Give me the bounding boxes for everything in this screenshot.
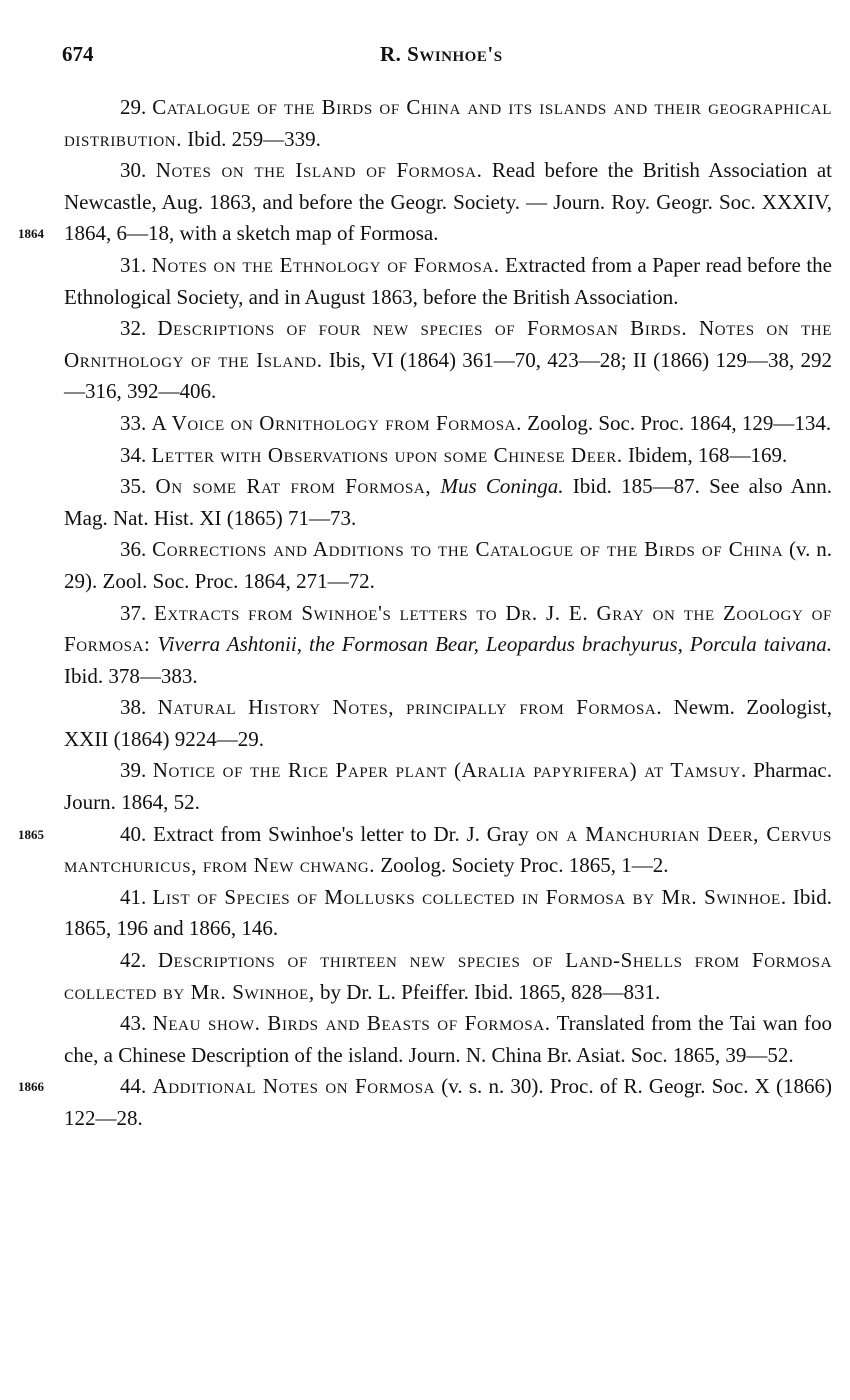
entry-citation: Ibidem, 168—169. [622,442,788,467]
entry-citation: Pharmac. Journ. 1864, 52. [64,758,832,815]
running-title: R. Swinhoe's [380,42,503,66]
entry-title: Catalogue of the Birds of China and its islands and their geographical distribution. [64,95,832,151]
list-item: 42. Descriptions of thirteen new species of Land-Shells from Formosa collected by Mr. Swinhoe, by Dr. L. Pfeiffer. Ibid. 1865, 828—831. [64,948,833,1004]
margin-year: 1865 [18,826,44,842]
entry-citation: Ibid. 185—87. See also Ann. Mag. Nat. Hist. XI (1865) 71—73. [64,474,833,530]
entry-citation: Zoolog. Society Proc. 1865, 1—2. [375,853,669,878]
entry-title: On some Rat from Formosa, [155,474,432,499]
list-item: 36. Corrections and Additions to the Catalogue of the Birds of China (v. n. 29). Zool. Soc. Proc. 1864, 271—72. [64,537,832,593]
list-item: 38. Natural History Notes, principally from Formosa. Newm. Zoologist, XXII (1864) 9224—29. [64,695,832,751]
entry-citation: Translated from the Tai wan foo che, a Chinese Description of the island. Journ. N. China Br. Asiat. Soc. 1865, 39—52. [64,1011,832,1067]
list-item: 32. Descriptions of four new species of Formosan Birds. Notes on the Ornithology of the Island. Ibis, VI (1864) 361—70, 423—28; II (1866) 129—38, 292—316, 392—406. [64,316,833,404]
list-item: 35. On some Rat from Formosa, Mus Coninga. Ibid. 185—87. See also Ann. Mag. Nat. Hist. XI (1865) 71—73. [64,474,833,530]
entry-title: Descriptions of thirteen new species of Land-Shells from Formosa collected by Mr. Swinhoe, [64,948,833,1004]
entry-citation: Ibis, VI (1864) 361—70, 423—28; II (1866) 129—38, 292—316, 392—406. [64,347,832,404]
entry-citation: (v. n. 29). Zool. Soc. Proc. 1864, 271—72. [64,537,832,593]
entry-citation: Ibid. 1865, 196 and 1866, 146. [64,884,833,941]
list-item: 39. Notice of the Rice Paper plant (Aralia papyrifera) at Tamsuy. Pharmac. Journ. 1864, 52. [64,758,832,815]
list-item: 1864 30. Notes on the Island of Formosa. Read before the British Association at Newcastle, Aug. 1863, and before the Geogr. Society. — Journ. Roy. Geogr. Soc. XXXIV, 1864, 6—18, with a sketch map of Formosa. [64,155,832,250]
entry-citation: Ibid. 259—339. [182,126,321,151]
bibliography-list [18,92,833,1135]
entry-title: List of Species of Mollusks collected in Formosa by Mr. Swinhoe. [152,884,787,909]
list-item: 1865 40. Extract from Swinhoe's letter to Dr. J. Gray on a Manchurian Deer, Cervus mantchuricus, from New chwang. Zoolog. Society Proc. 1865, 1—2. [64,819,832,882]
entry-species: Viverra Ashtonii, the Formosan Bear, Leopardus brachyurus, Porcula taivana. [157,632,833,657]
list-item: 34. Letter with Observations upon some Chinese Deer. Ibidem, 168—169. [120,442,788,467]
entry-citation: Extracted from a Paper read before the Ethnological Society, and in August 1863, before the British Association. [64,252,833,309]
entry-title: Notice of the Rice Paper plant (Aralia papyrifera) at Tamsuy. [152,758,747,783]
entry-title: Letter with Observations upon some Chinese Deer. [151,442,623,467]
page-number: 674 [62,42,94,66]
entry-title: Natural History Notes, principally from Formosa. [157,695,663,720]
list-item: 33. A Voice on Ornithology from Formosa. Zoolog. Soc. Proc. 1864, 129—134. [120,410,832,435]
list-item: 29. Catalogue of the Birds of China and its islands and their geographical distribution. Ibid. 259—339. [64,95,832,151]
entry-citation: Zoolog. Soc. Proc. 1864, 129—134. [521,410,832,435]
entry-citation: Newm. Zoologist, XXII (1864) 9224—29. [64,695,832,751]
margin-year: 1866 [18,1079,44,1095]
entry-title: Corrections and Additions to the Catalogue of the Birds of China [152,537,784,562]
entry-title: Notes on the Island of Formosa. [155,158,483,183]
entry-citation: Read before the British Association at Newcastle, Aug. 1863, and before the Geogr. Society. — Journ. Roy. Geogr. Soc. XXXIV, 1864, 6—18, with a sketch map of Formosa. [64,158,833,246]
entry-title: Extracts from Swinhoe's letters to Dr. J. E. Gray on the Zoology of Formosa: [64,600,833,657]
entry-title: Notes on the Ethnology of Formosa. [151,252,500,277]
entry-title: Descriptions of four new species of Formosan Birds. Notes on the Ornithology of the Island. [64,316,833,372]
list-item: 37. Extracts from Swinhoe's letters to Dr. J. E. Gray on the Zoology of Formosa: Viverra Ashtonii, the Formosan Bear, Leopardus brachyurus, Porcula taivana. Ibid. 378—383. [64,600,833,688]
page-header [62,36,822,76]
entry-title: A Voice on Ornithology from Formosa. [151,410,522,435]
entry-lead: Extract from Swinhoe's letter to Dr. J. Gray [153,821,529,846]
entry-title: Neau show. Birds and Beasts of Formosa. [152,1011,551,1036]
list-item: 41. List of Species of Mollusks collected in Formosa by Mr. Swinhoe. Ibid. 1865, 196 and 1866, 146. [64,884,833,941]
entry-citation: (v. s. n. 30). Proc. of R. Geogr. Soc. X (1866) 122—28. [64,1074,832,1130]
entry-title: on a Manchurian Deer, Cervus mantchuricus, from New chwang. [64,821,833,878]
entry-citation: Ibid. 378—383. [64,663,198,688]
list-item: 1866 44. Additional Notes on Formosa (v. s. n. 30). Proc. of R. Geogr. Soc. X (1866) 122—28. [64,1071,832,1134]
margin-year: 1864 [18,226,44,242]
entry-species: Mus Coninga. [440,474,564,499]
entry-title: Additional Notes on Formosa [152,1074,436,1099]
entry-citation: by Dr. L. Pfeiffer. Ibid. 1865, 828—831. [314,979,661,1004]
list-item: 31. Notes on the Ethnology of Formosa. Extracted from a Paper read before the Ethnological Society, and in August 1863, before the British Association. [64,252,833,309]
list-item: 43. Neau show. Birds and Beasts of Formosa. Translated from the Tai wan foo che, a Chinese Description of the island. Journ. N. China Br. Asiat. Soc. 1865, 39—52. [64,1011,832,1067]
